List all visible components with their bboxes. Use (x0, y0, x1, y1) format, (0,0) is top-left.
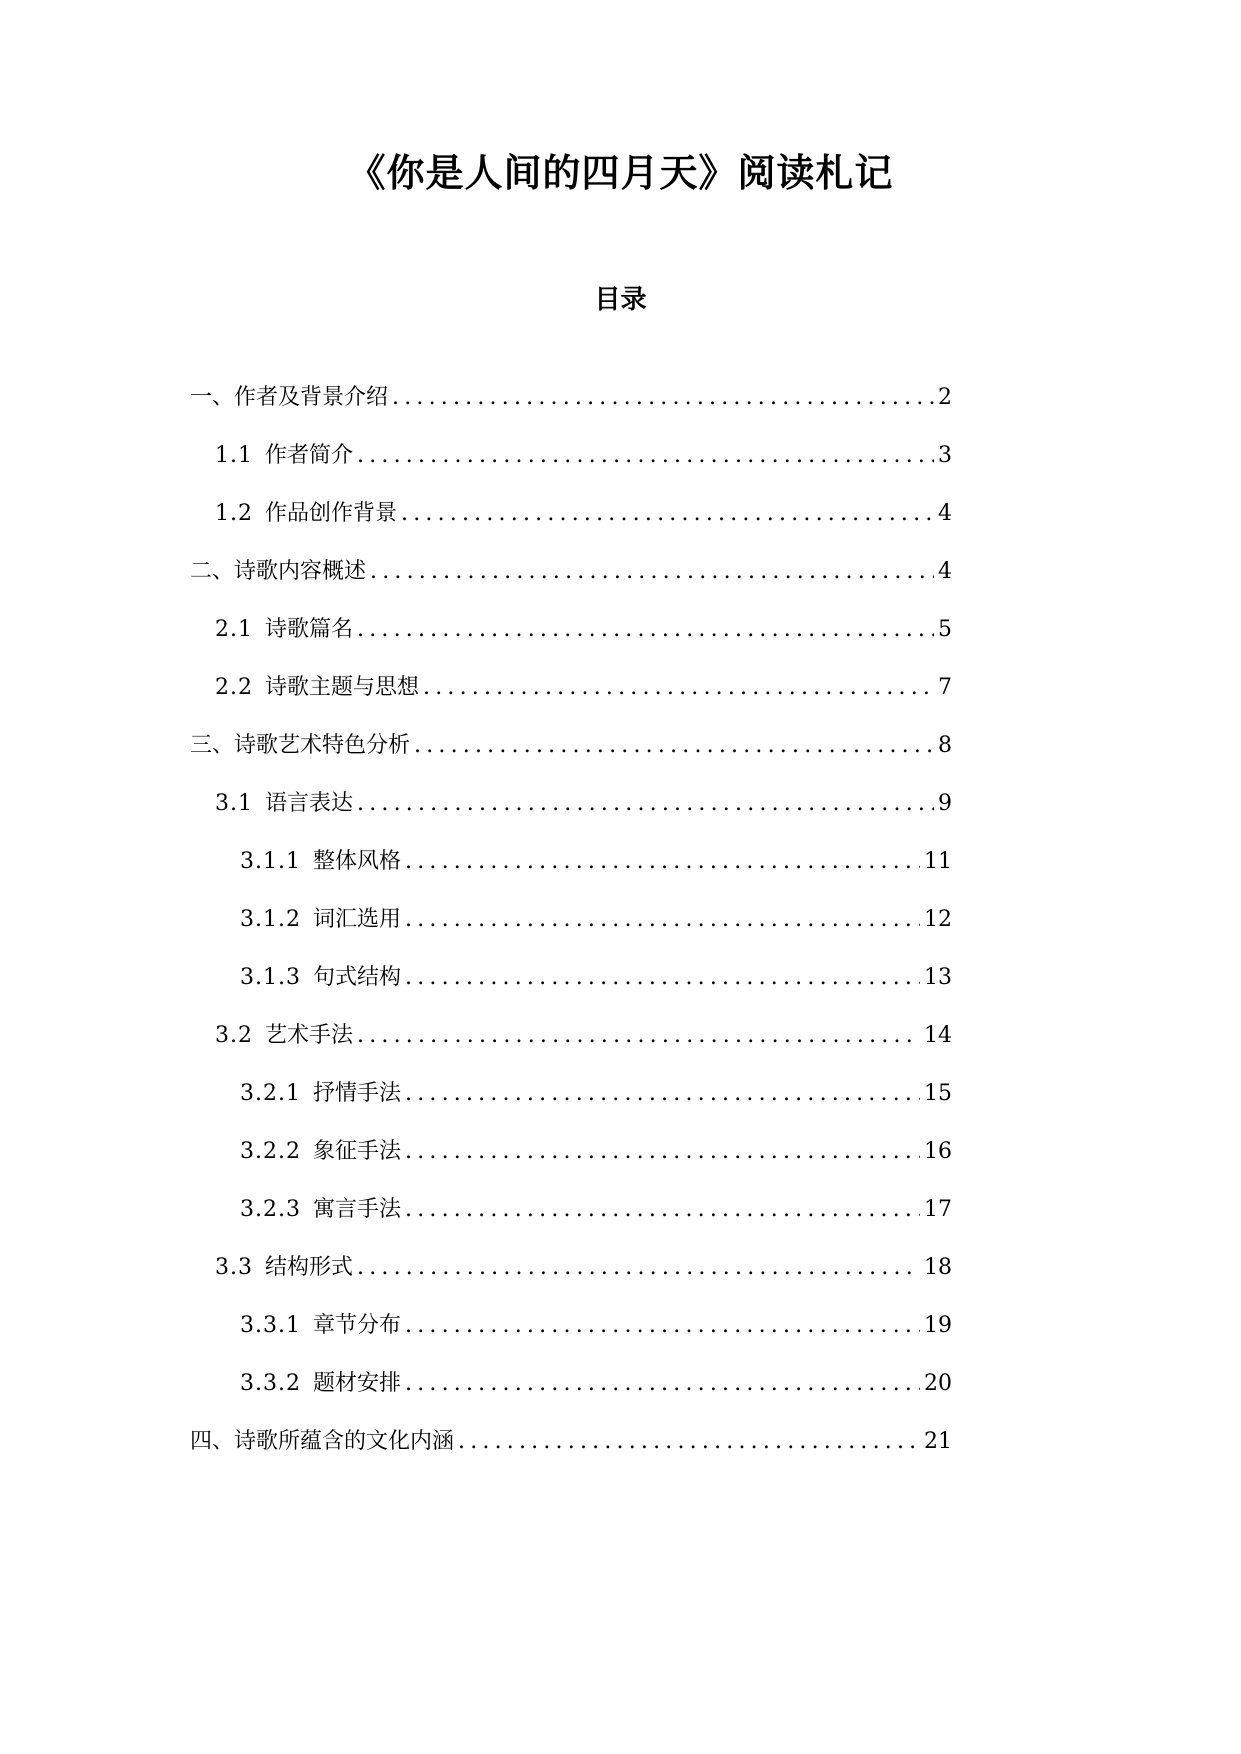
toc-dot-leader (357, 1250, 920, 1286)
toc-page-number: 7 (938, 675, 952, 700)
toc-page-number: 14 (924, 1023, 952, 1048)
toc-entry-title: 一、作者及背景介绍 (190, 385, 389, 410)
document-title: 《你是人间的四月天》阅读札记 (347, 151, 894, 195)
toc-dot-leader (414, 728, 934, 764)
toc-page-number: 13 (924, 965, 952, 990)
toc-entry-title: 3.2.3 寓言手法 (240, 1197, 401, 1222)
toc-entry[interactable] (190, 1134, 952, 1170)
toc-entry[interactable] (190, 960, 952, 996)
toc-page-number: 17 (924, 1197, 952, 1222)
toc-entry[interactable] (190, 728, 952, 764)
toc-page-number: 12 (924, 907, 952, 932)
toc-entry-title: 1.2 作品创作背景 (215, 501, 398, 526)
toc-entry-title: 2.1 诗歌篇名 (215, 617, 354, 642)
toc-page-number: 11 (924, 849, 952, 874)
toc-dot-leader (423, 670, 934, 706)
toc-page-number: 16 (924, 1139, 952, 1164)
toc-dot-leader (401, 496, 934, 532)
toc-page-number: 2 (938, 385, 952, 410)
toc-heading: 目录 (594, 285, 647, 315)
toc-entry-title: 3.3 结构形式 (215, 1255, 354, 1280)
toc-entry[interactable] (190, 1250, 952, 1286)
toc-dot-leader (370, 554, 934, 590)
toc-page-number: 4 (938, 559, 952, 584)
toc-entry[interactable] (190, 438, 952, 474)
toc-entry-title: 三、诗歌艺术特色分析 (190, 733, 411, 758)
toc-page-number: 15 (924, 1081, 952, 1106)
toc-entry[interactable] (190, 1424, 952, 1460)
toc-dot-leader (357, 438, 934, 474)
toc-entry[interactable] (190, 496, 952, 532)
toc-entry-title: 3.1.1 整体风格 (240, 849, 401, 874)
toc-page-number: 3 (938, 443, 952, 468)
toc-page-number: 18 (924, 1255, 952, 1280)
toc-dot-leader (405, 1366, 920, 1402)
toc-page-number: 8 (938, 733, 952, 758)
toc-dot-leader (405, 844, 920, 880)
toc-entry[interactable] (190, 670, 952, 706)
toc-dot-leader (392, 380, 934, 416)
toc-entry-title: 3.2.1 抒情手法 (240, 1081, 401, 1106)
toc-dot-leader (405, 960, 920, 996)
toc-page-number: 20 (924, 1371, 952, 1396)
toc-entry[interactable] (190, 1076, 952, 1112)
toc-dot-leader (357, 1018, 920, 1054)
toc-dot-leader (405, 1134, 920, 1170)
toc-entry[interactable] (190, 1366, 952, 1402)
toc-entry-title: 二、诗歌内容概述 (190, 559, 367, 584)
toc-dot-leader (405, 1076, 920, 1112)
toc-dot-leader (405, 1192, 920, 1228)
toc-entry-title: 3.1.2 词汇选用 (240, 907, 401, 932)
toc-entry-title: 3.3.2 题材安排 (240, 1371, 401, 1396)
toc-entry-title: 1.1 作者简介 (215, 443, 354, 468)
toc-page-number: 9 (938, 791, 952, 816)
toc-entry-title: 3.1 语言表达 (215, 791, 354, 816)
toc-dot-leader (458, 1424, 920, 1460)
toc-dot-leader (405, 902, 920, 938)
toc-entry[interactable] (190, 786, 952, 822)
toc-entry[interactable] (190, 844, 952, 880)
toc-page-number: 19 (924, 1313, 952, 1338)
toc-entry[interactable] (190, 612, 952, 648)
toc-entry-title: 四、诗歌所蕴含的文化内涵 (190, 1429, 455, 1454)
toc-page-number: 5 (938, 617, 952, 642)
toc-entry[interactable] (190, 1018, 952, 1054)
toc-entry-title: 3.3.1 章节分布 (240, 1313, 401, 1338)
toc-entry[interactable] (190, 902, 952, 938)
toc-dot-leader (357, 786, 934, 822)
toc-page-number: 21 (924, 1429, 952, 1454)
toc-entry-title: 3.2.2 象征手法 (240, 1139, 401, 1164)
toc-entry-title: 3.2 艺术手法 (215, 1023, 354, 1048)
toc-dot-leader (357, 612, 934, 648)
toc-page-number: 4 (938, 501, 952, 526)
toc-entry[interactable] (190, 554, 952, 590)
toc-dot-leader (405, 1308, 920, 1344)
toc-entry[interactable] (190, 380, 952, 416)
toc-entry[interactable] (190, 1192, 952, 1228)
toc-entry[interactable] (190, 1308, 952, 1344)
toc-entry-title: 2.2 诗歌主题与思想 (215, 675, 420, 700)
toc-entry-title: 3.1.3 句式结构 (240, 965, 401, 990)
